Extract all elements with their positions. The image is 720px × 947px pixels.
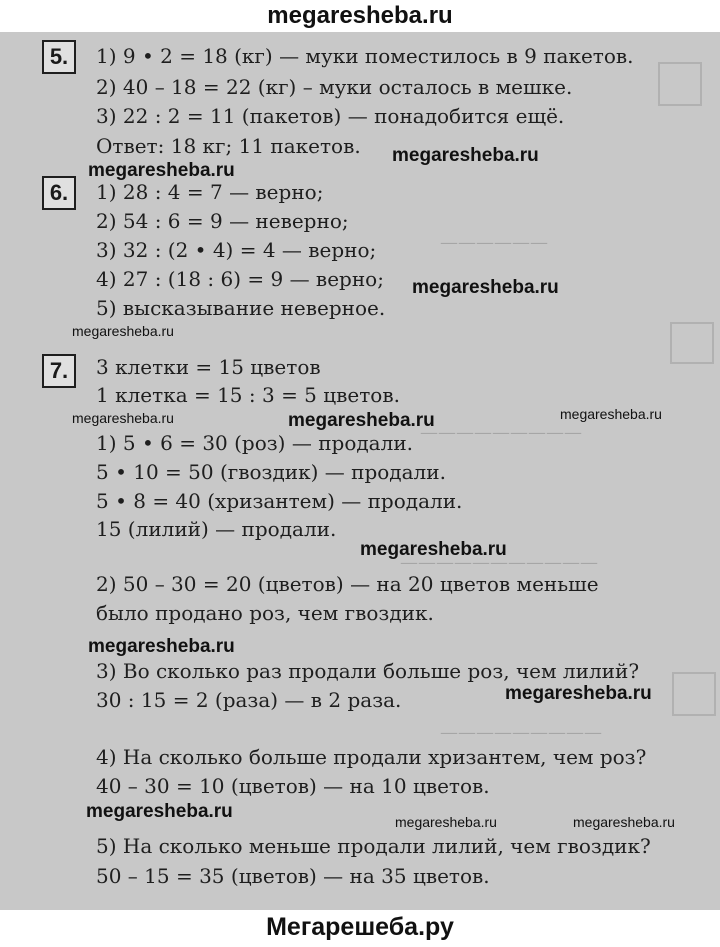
watermark: megaresheba.ru xyxy=(392,145,539,166)
solution-line: 3) 32 : (2 • 4) = 4 — верно; xyxy=(96,238,377,262)
bottom-banner xyxy=(0,910,720,947)
watermark: megaresheba.ru xyxy=(72,323,174,339)
site-name-top: megaresheba.ru xyxy=(267,2,453,29)
task-number: 5. xyxy=(42,40,76,74)
solution-line: 3) 22 : 2 = 11 (пакетов) — понадобится ещё. xyxy=(96,104,565,128)
solution-line: 5 • 8 = 40 (хризантем) — продали. xyxy=(96,489,463,513)
textbook-page-scan xyxy=(0,32,720,910)
bleed-through-box xyxy=(672,672,716,716)
bleed-through-box xyxy=(658,62,702,106)
solution-line: 4) 27 : (18 : 6) = 9 — верно; xyxy=(96,267,384,291)
watermark: megaresheba.ru xyxy=(72,410,174,426)
bleed-through-text: ————————— xyxy=(440,722,602,743)
bleed-through-text: ——————————— xyxy=(400,552,598,573)
watermark: megaresheba.ru xyxy=(360,539,507,560)
solution-line: 40 – 30 = 10 (цветов) — на 10 цветов. xyxy=(96,774,490,798)
watermark: megaresheba.ru xyxy=(573,814,675,830)
solution-line: 4) На сколько больше продали хризантем, чем роз? xyxy=(96,745,647,769)
bleed-through-text: ————————— xyxy=(420,422,582,443)
solution-line: 15 (лилий) — продали. xyxy=(96,517,337,541)
watermark: megaresheba.ru xyxy=(395,814,497,830)
watermark: megaresheba.ru xyxy=(88,160,235,181)
solution-line: 5) На сколько меньше продали лилий, чем гвоздик? xyxy=(96,834,651,858)
watermark: megaresheba.ru xyxy=(86,801,233,822)
top-banner xyxy=(0,0,720,32)
bleed-through-box xyxy=(670,322,714,364)
solution-line: 1) 5 • 6 = 30 (роз) — продали. xyxy=(96,431,414,455)
solution-line: 1 клетка = 15 : 3 = 5 цветов. xyxy=(96,383,400,407)
solution-line: 2) 50 – 30 = 20 (цветов) — на 20 цветов меньше xyxy=(96,572,599,596)
watermark: megaresheba.ru xyxy=(560,406,662,422)
solution-line: 1) 28 : 4 = 7 — верно; xyxy=(96,180,324,204)
task-number: 6. xyxy=(42,176,76,210)
solution-line: 3) Во сколько раз продали больше роз, чем лилий? xyxy=(96,659,640,683)
answer-line: Ответ: 18 кг; 11 пакетов. xyxy=(96,134,361,158)
solution-line: 50 – 15 = 35 (цветов) — на 35 цветов. xyxy=(96,864,490,888)
solution-line: 2) 54 : 6 = 9 — неверно; xyxy=(96,209,349,233)
solution-line: 3 клетки = 15 цветов xyxy=(96,355,321,379)
solution-line: 5) высказывание неверное. xyxy=(96,296,386,320)
bleed-through-text: —————— xyxy=(440,232,548,253)
watermark: megaresheba.ru xyxy=(505,683,652,704)
solution-line: 1) 9 • 2 = 18 (кг) — муки поместилось в 9 пакетов. xyxy=(96,44,634,68)
task-number: 7. xyxy=(42,354,76,388)
solution-line: было продано роз, чем гвоздик. xyxy=(96,601,434,625)
watermark: megaresheba.ru xyxy=(88,636,235,657)
solution-line: 30 : 15 = 2 (раза) — в 2 раза. xyxy=(96,688,402,712)
solution-line: 2) 40 – 18 = 22 (кг) – муки осталось в мешке. xyxy=(96,75,573,99)
watermark: megaresheba.ru xyxy=(412,277,559,298)
watermark: megaresheba.ru xyxy=(288,410,435,431)
solution-line: 5 • 10 = 50 (гвоздик) — продали. xyxy=(96,460,446,484)
site-name-bottom: Мегарешеба.ру xyxy=(266,913,454,941)
